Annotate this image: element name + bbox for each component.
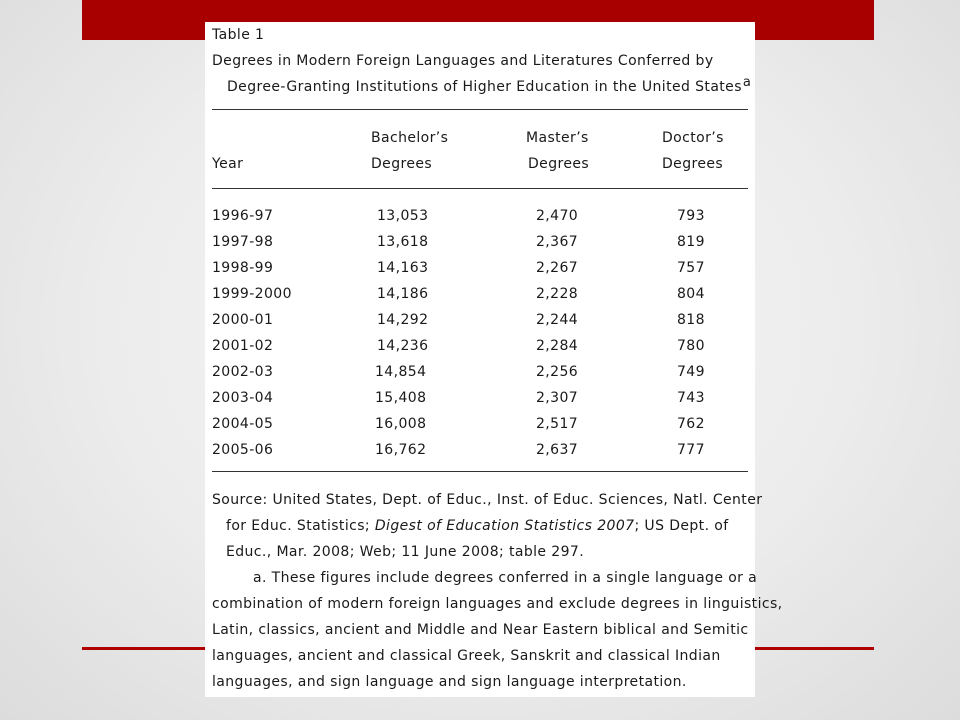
table-row [205,233,755,251]
cell-year: 1996-97 [212,208,274,224]
cell-doctors: 804 [677,286,705,302]
cell-bachelors: 13,053 [377,208,429,224]
note-line: languages, and sign language and sign language interpretation. [212,674,687,690]
table-title-line2 [227,75,752,96]
note-line: languages, ancient and classical Greek, Sanskrit and classical Indian [212,648,721,664]
cell-masters: 2,517 [536,416,579,432]
table-bottom-rule [212,471,748,472]
source-line2-before: for Educ. Statistics; [226,518,375,534]
cell-masters: 2,256 [536,364,579,380]
source-line2-after: ; US Dept. of [634,518,729,534]
cell-masters: 2,367 [536,234,579,250]
cell-bachelors: 14,163 [377,260,429,276]
cell-masters: 2,267 [536,260,579,276]
table-header-row2 [205,155,755,173]
source-line2 [226,517,729,535]
document-page [205,22,783,697]
note-line: combination of modern foreign languages and exclude degrees in linguistics, [212,596,783,612]
header-bachelors-top: Bachelor’s [371,130,449,146]
cell-bachelors: 16,762 [375,442,427,458]
table-row [205,337,755,355]
cell-year: 2001-02 [212,338,274,354]
table-row [205,311,755,329]
table-label: Table 1 [212,27,265,43]
table-top-rule [212,109,748,110]
cell-doctors: 749 [677,364,705,380]
table-row [205,363,755,381]
table-header-row1 [205,129,755,147]
cell-year: 2004-05 [212,416,274,432]
cell-doctors: 819 [677,234,705,250]
cell-year: 1998-99 [212,260,274,276]
cell-doctors: 818 [677,312,705,328]
cell-year: 1999-2000 [212,286,292,302]
cell-bachelors: 14,186 [377,286,429,302]
cell-bachelors: 14,236 [377,338,429,354]
cell-bachelors: 16,008 [375,416,427,432]
cell-year: 2005-06 [212,442,274,458]
source-publication-title: Digest of Education Statistics 2007 [374,518,635,534]
table-row [205,415,755,433]
cell-year: 1997-98 [212,234,274,250]
table-row [205,207,755,225]
header-year: Year [212,156,244,172]
cell-bachelors: 13,618 [377,234,429,250]
note-line: Latin, classics, ancient and Middle and Near Eastern biblical and Semitic [212,622,749,638]
cell-masters: 2,307 [536,390,579,406]
table-row [205,259,755,277]
cell-masters: 2,228 [536,286,579,302]
cell-bachelors: 14,854 [375,364,427,380]
cell-doctors: 777 [677,442,705,458]
table-row [205,285,755,303]
cell-doctors: 743 [677,390,705,406]
cell-masters: 2,244 [536,312,579,328]
table-title-line1: Degrees in Modern Foreign Languages and Literatures Conferred by [212,53,714,69]
cell-masters: 2,637 [536,442,579,458]
table-header-rule [212,188,748,189]
cell-year: 2000-01 [212,312,274,328]
table-title-line2-text: Degree-Granting Institutions of Higher Education in the United States [227,79,742,95]
source-line3: Educ., Mar. 2008; Web; 11 June 2008; table 297. [226,544,585,560]
cell-year: 2002-03 [212,364,274,380]
header-doctors: Degrees [662,156,724,172]
cell-doctors: 757 [677,260,705,276]
table-row [205,389,755,407]
header-bachelors: Degrees [371,156,433,172]
cell-doctors: 780 [677,338,705,354]
header-doctors-top: Doctor’s [662,130,724,146]
cell-doctors: 793 [677,208,705,224]
header-masters-top: Master’s [526,130,589,146]
header-masters: Degrees [528,156,590,172]
source-line1: Source: United States, Dept. of Educ., Inst. of Educ. Sciences, Natl. Center [212,492,763,508]
cell-year: 2003-04 [212,390,274,406]
title-footnote-marker: a [742,75,752,90]
cell-masters: 2,470 [536,208,579,224]
cell-doctors: 762 [677,416,705,432]
cell-bachelors: 14,292 [377,312,429,328]
cell-bachelors: 15,408 [375,390,427,406]
note-line: a. These figures include degrees conferred in a single language or a [253,570,758,586]
table-row [205,441,755,459]
cell-masters: 2,284 [536,338,579,354]
